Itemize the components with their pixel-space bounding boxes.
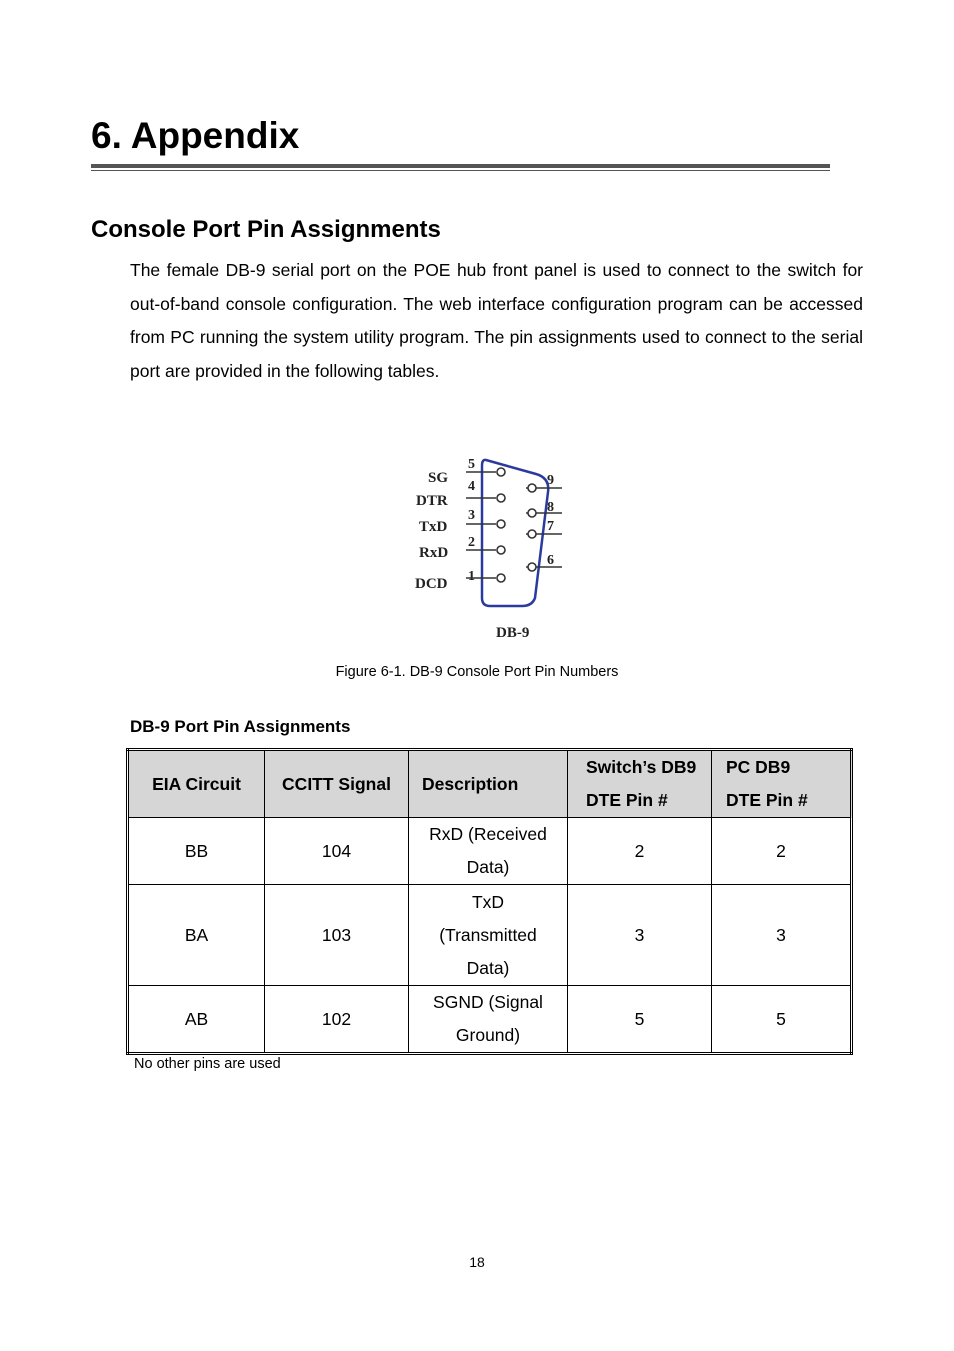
cell-description-line: Data)	[466, 857, 510, 877]
chapter-title: 6. Appendix	[91, 115, 300, 156]
header-switch-db9-line2: DTE Pin #	[586, 790, 668, 810]
cell-description-line: RxD (Received	[429, 824, 547, 844]
cell-switch-pin: 2	[568, 818, 712, 885]
header-pc-db9	[712, 750, 852, 818]
cell-ccitt: 104	[265, 818, 409, 885]
pin-4	[497, 494, 505, 502]
header-ccitt-signal: CCITT Signal	[265, 750, 409, 818]
header-pc-db9-line2: DTE Pin #	[726, 790, 808, 810]
pin-8	[528, 509, 536, 517]
header-eia-circuit: EIA Circuit	[128, 750, 265, 818]
pin-number-8: 8	[547, 500, 554, 515]
cell-ccitt: 103	[265, 885, 409, 986]
connector-shell	[482, 460, 548, 606]
pin-number-1: 1	[468, 569, 475, 584]
signal-label-sg: SG	[428, 470, 449, 486]
cell-description-line: Data)	[466, 957, 510, 978]
cell-eia: BB	[128, 818, 265, 885]
title-rule-thin	[91, 170, 830, 171]
section-title: Console Port Pin Assignments	[91, 216, 441, 243]
cell-pc-pin: 5	[712, 986, 852, 1054]
db9-connector-diagram	[400, 450, 580, 650]
table-row	[128, 818, 852, 885]
figure-caption: Figure 6-1. DB-9 Console Port Pin Numbers	[335, 664, 619, 680]
table-title: DB-9 Port Pin Assignments	[130, 717, 351, 736]
pin-number-9: 9	[547, 473, 554, 488]
cell-pc-pin: 2	[712, 818, 852, 885]
cell-description-line: SGND (Signal	[433, 992, 543, 1012]
cell-description	[409, 986, 568, 1054]
table-row	[128, 986, 852, 1054]
signal-label-txd: TxD	[419, 519, 448, 535]
cell-description	[409, 885, 568, 986]
pin-number-2: 2	[468, 535, 475, 550]
pin-9	[528, 484, 536, 492]
cell-switch-pin: 3	[568, 885, 712, 986]
cell-description	[409, 818, 568, 885]
pin-7	[528, 530, 536, 538]
cell-description-line: (Transmitted	[439, 924, 537, 945]
cell-switch-pin: 5	[568, 986, 712, 1054]
cell-eia: AB	[128, 986, 265, 1054]
connector-label: DB-9	[496, 625, 530, 641]
pin-number-5: 5	[468, 457, 475, 472]
cell-description-line: Ground)	[455, 1025, 521, 1045]
pin-5	[497, 468, 505, 476]
pin-number-3: 3	[468, 508, 475, 523]
cell-ccitt: 102	[265, 986, 409, 1054]
cell-eia: BA	[128, 885, 265, 986]
table-footnote: No other pins are used	[134, 1056, 281, 1072]
header-description: Description	[409, 750, 568, 818]
signal-label-dtr: DTR	[416, 493, 448, 509]
table-header-row	[128, 750, 852, 818]
signal-label-rxd: RxD	[419, 545, 449, 561]
pin-3	[497, 520, 505, 528]
page-number: 18	[469, 1254, 485, 1270]
intro-paragraph: The female DB-9 serial port on the POE hub front panel is used to connect to the switch for out-of-band console configuration. The web interface configuration program can be accessed from PC running the system utility program. The pin assignments used to connect to the serial port are provided in the following tables.	[130, 260, 863, 381]
pin-2	[497, 546, 505, 554]
header-pc-db9-line1: PC DB9	[726, 757, 791, 777]
pin-assignment-table	[126, 748, 853, 1055]
table-row	[128, 885, 852, 986]
header-switch-db9-line1: Switch’s DB9	[586, 757, 697, 777]
pin-6	[528, 563, 536, 571]
db9-figure	[400, 450, 580, 650]
cell-description-line: TxD	[471, 891, 505, 912]
pin-number-6: 6	[547, 553, 554, 568]
signal-label-dcd: DCD	[415, 576, 448, 592]
pin-1	[497, 574, 505, 582]
header-switch-db9	[568, 750, 712, 818]
pin-number-7: 7	[547, 519, 554, 534]
pin-number-4: 4	[468, 479, 475, 494]
cell-pc-pin: 3	[712, 885, 852, 986]
title-rule	[91, 164, 830, 168]
